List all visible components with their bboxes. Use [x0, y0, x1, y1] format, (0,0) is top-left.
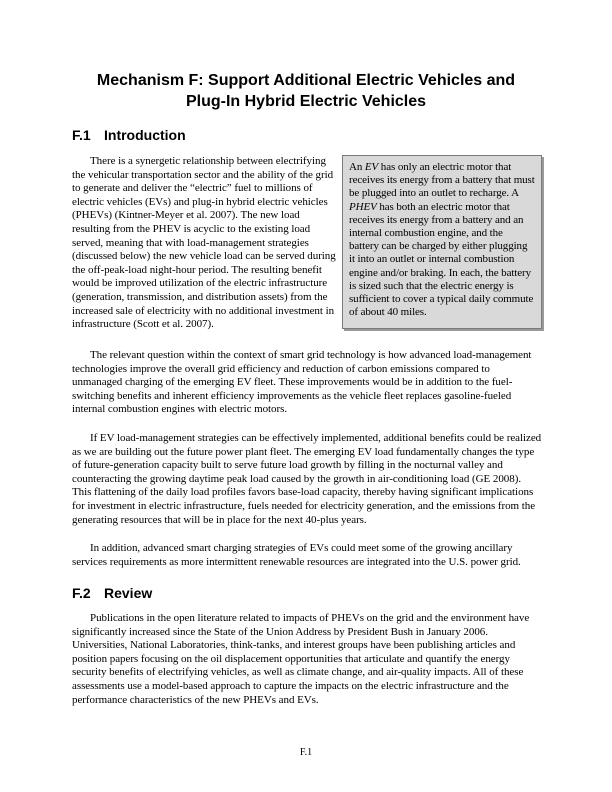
intro-paragraph-4: In addition, advanced smart charging strategies of EVs could meet some of the growing ancillary services requirements as more intermittent renewable resources are integrated into the U.S. power grid. — [72, 542, 521, 568]
page-title — [72, 70, 540, 112]
sidebar-text: has only an electric motor that receives its energy from a battery that must be plugged into an outlet to recharge. A — [349, 161, 535, 200]
section-number: F.1 — [72, 127, 91, 143]
intro-paragraph-3: If EV load-management strategies can be effectively implemented, additional benefits could be realized as we are building out the future power plant fleet. The emerging EV load fundamentally changes the type of future-generation capacity built to serve future load growth by filling in the nocturnal valley and counteracting the growing daytime peak load caused by the growth in air-conditioning load (GE 2008). This flattening of the daily load profiles favors base-load capacity, thereby having significant implications for investment in electric infrastructure, fuels needed for electricity generation, and the emissions from the generating resources that will be in place for the next 40-plus years. — [72, 432, 542, 526]
sidebar-term-phev: PHEV — [349, 200, 377, 213]
page-number: F.1 — [299, 747, 313, 758]
review-paragraph-1: Publications in the open literature related to impacts of PHEVs on the grid and the environment have significantly increased since the State of the Union Address by President Bush in January 2006. Universities, National Laboratories, think-tanks, and interest groups have been publishing articles and position papers focusing on the oil displacement opportunities that articulate and quantify the energy security benefits of electrifying vehicles, as well as climate change, and air-quality impacts. All of these assessments use a model-based approach to capture the impacts on the electric infrastructure and the performance characteristics of the new PHEVs and EVs. — [72, 612, 530, 706]
section-heading-review — [72, 585, 152, 602]
definition-sidebar-box — [342, 155, 542, 329]
sidebar-term-ev: EV — [364, 161, 379, 173]
sidebar-text: has both an electric motor that receives its energy from a battery and an internal combustion engine, and the battery can be charged by either plugging it into an outlet or internal combustion engine and/or braking. In each, the battery is sized such that the electric energy is sufficient to cover a typical daily commute of about 40 miles. — [349, 200, 534, 319]
intro-paragraph-1: There is a synergetic relationship between electrifying the vehicular transportation sector and the ability of the grid to generate and deliver the “electric” fuel to millions of electric vehicles (EVs) and plug-in hybrid electric vehicles (PHEVs) (Kintner-Meyer et al. 2007). The new load resulting from the PHEV is acyclic to the existing load served, meaning that with load-management strategies (discussed below) the new vehicle load can be served during the off-peak-load night-hour period. The resulting benefit would be improved utilization of the electric infrastructure (generation, transmission, and distribution assets) from the increased sale of electricity with no additional investment in infrastructure (Scott et al. 2007). — [72, 155, 336, 331]
sidebar-text: An — [349, 161, 365, 173]
page-title-line-1: Mechanism F: Support Additional Electric Vehicles and — [96, 72, 516, 89]
intro-paragraph-2: The relevant question within the context of smart grid technology is how advanced load-management technologies improve the overall grid efficiency and reduction of carbon emissions compared to unmanaged charging of the emerging EV fleet. These improvements would be in addition to the fuel-switching benefits and inherent efficiency improvements as the vehicle fleet replaces gasoline-fueled internal combustion engines with electric motors. — [72, 349, 532, 416]
section-number: F.2 — [72, 585, 91, 601]
section-heading-introduction — [72, 127, 186, 144]
page-title-line-2: Plug-In Hybrid Electric Vehicles — [185, 93, 427, 110]
section-title: Review — [104, 585, 153, 601]
section-title: Introduction — [104, 127, 186, 143]
